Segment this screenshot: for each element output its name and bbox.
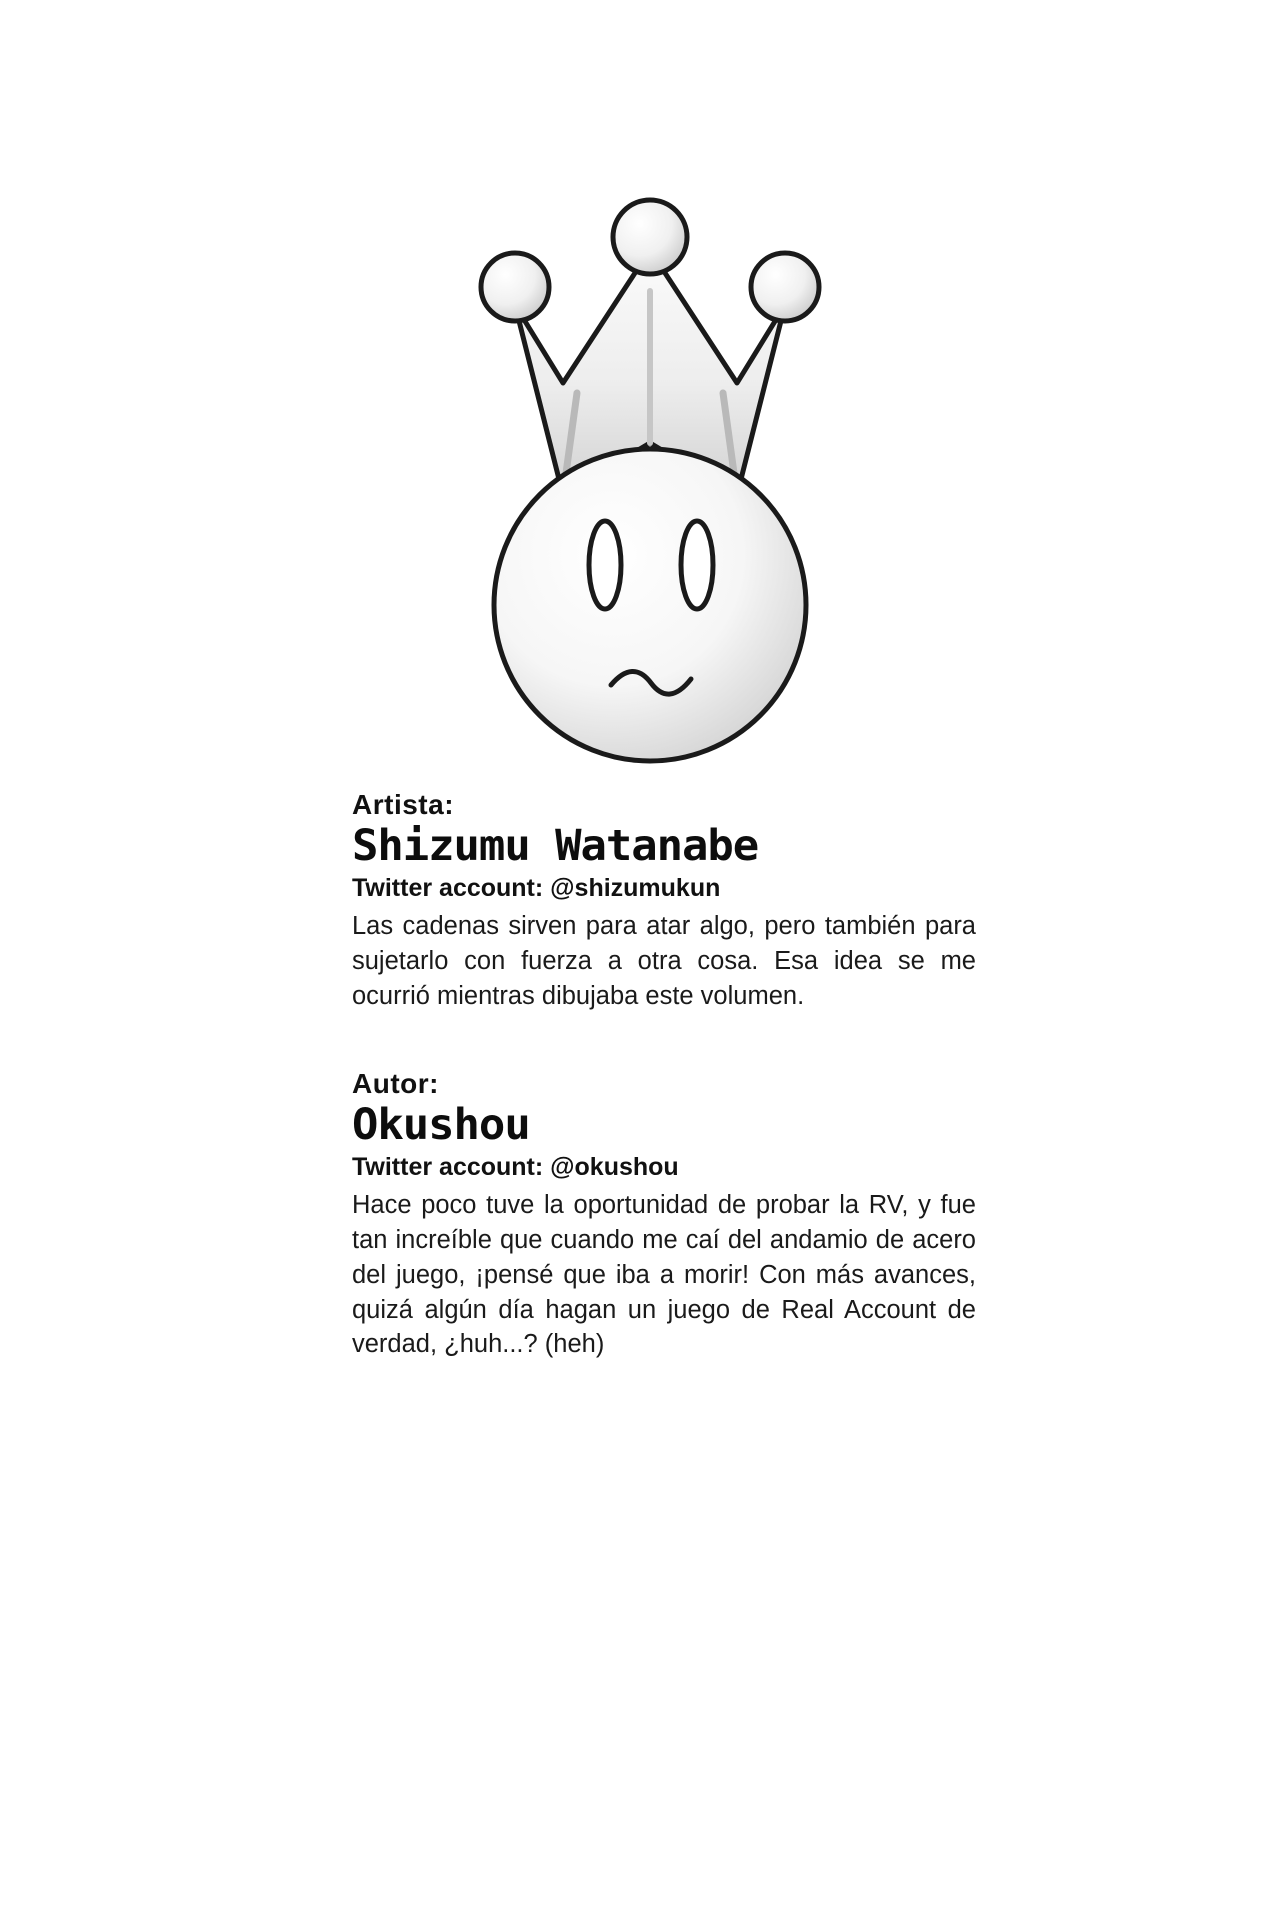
section-spacer [352, 1013, 976, 1069]
mascot-face [494, 449, 806, 761]
artist-name: Shizumu Watanabe [352, 820, 759, 871]
credits-section [352, 790, 976, 1362]
artist-twitter-handle: Twitter account: @shizumukun [352, 874, 721, 903]
role-label-author: Autor: [352, 1068, 439, 1100]
crowned-mascot-illustration [455, 195, 845, 775]
role-label-artist: Artista: [352, 789, 455, 820]
author-comment: Hace poco tuve la oportunidad de probar la RV, y fue tan increíble que cuando me caí del andamio de acero del juego, ¡pensé que iba a morir! Con más avances, quizá algún día hagan un juego de Real Account de verdad, ¿huh...? (heh) [352, 1191, 976, 1359]
credit-block-artist [352, 790, 976, 1013]
credit-block-author [352, 1069, 976, 1362]
author-twitter-handle: Twitter account: @okushou [352, 1153, 679, 1182]
artist-comment: Las cadenas sirven para atar algo, pero también para sujetarlo con fuerza a otra cosa. Esa idea se me ocurrió mientras dibujaba este volumen. [352, 912, 976, 1010]
author-name: Okushou [352, 1100, 530, 1151]
